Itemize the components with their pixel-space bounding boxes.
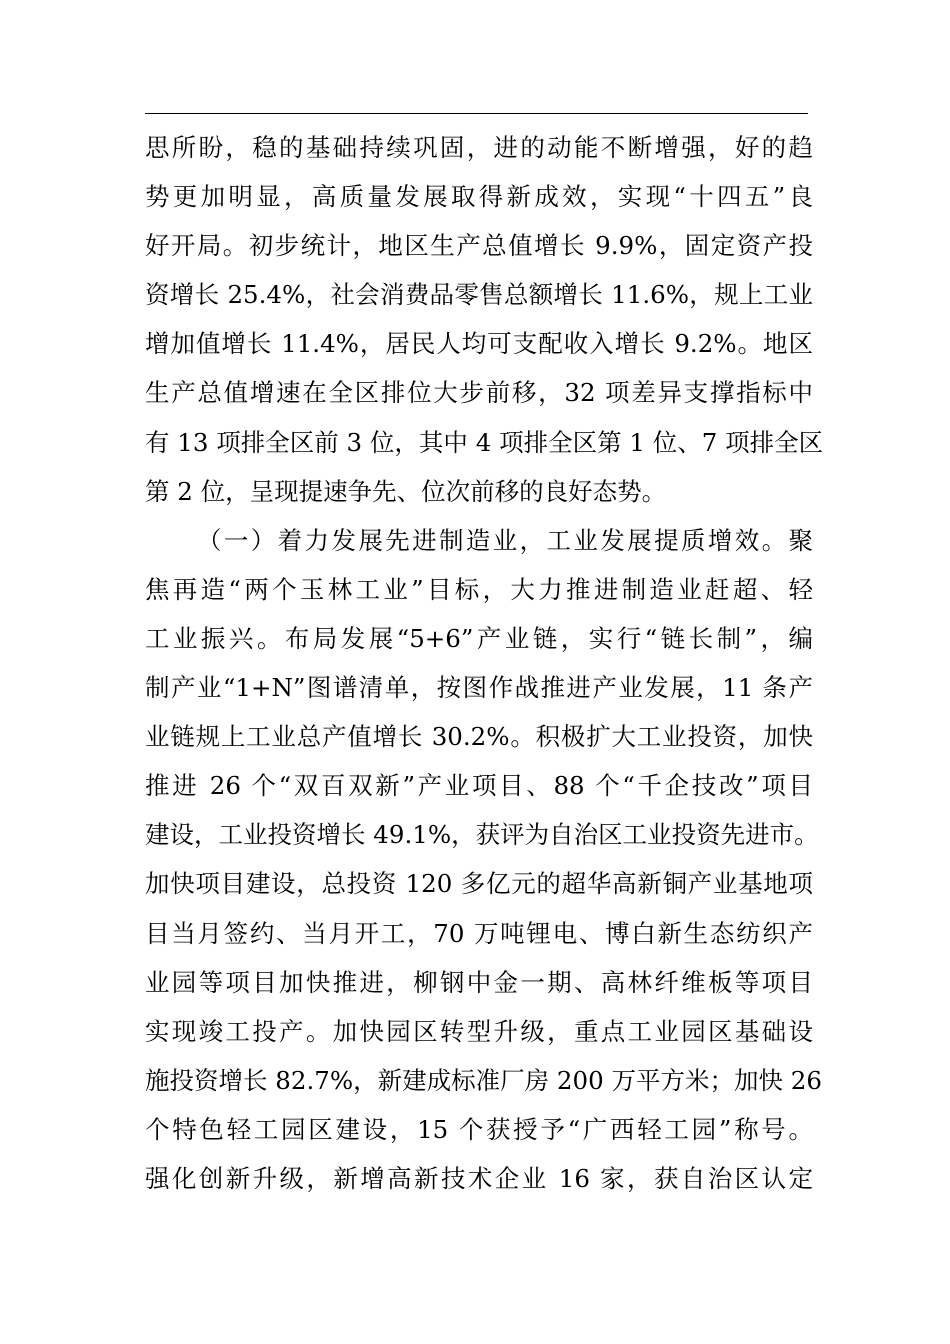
paragraph-2-line-7: 建设，工业投资增长 49.1%，获评为自治区工业投资先进市。 bbox=[145, 820, 819, 850]
paragraph-2-line-4: 制产业“1+N”图谱清单，按图作战推进产业发展，11 条产 bbox=[145, 673, 813, 703]
paragraph-2-line-9: 目当月签约、当月开工，70 万吨锂电、博白新生态纺织产 bbox=[145, 918, 813, 948]
paragraph-1-line-5: 增加值增长 11.4%，居民人均可支配收入增长 9.2%。地区 bbox=[145, 329, 813, 359]
paragraph-1-line-4: 资增长 25.4%，社会消费品零售总额增长 11.6%，规上工业 bbox=[145, 280, 813, 310]
paragraph-2-line-5: 业链规上工业总产值增长 30.2%。积极扩大工业投资，加快 bbox=[145, 722, 813, 752]
header-rule bbox=[145, 113, 808, 114]
paragraph-1-line-7: 有 13 项排全区前 3 位，其中 4 项排全区第 1 位、7 项排全区 bbox=[145, 427, 824, 457]
paragraph-2-line-10: 业园等项目加快推进，柳钢中金一期、高林纤维板等项目 bbox=[145, 967, 813, 997]
paragraph-2-line-12: 施投资增长 82.7%，新建成标准厂房 200 万平方米；加快 26 bbox=[145, 1065, 822, 1095]
paragraph-2-line-2: 焦再造“两个玉林工业”目标，大力推进制造业赶超、轻 bbox=[145, 574, 813, 604]
paragraph-2-line-11: 实现竣工投产。加快园区转型升级，重点工业园区基础设 bbox=[145, 1016, 813, 1046]
paragraph-2-line-14: 强化创新升级，新增高新技术企业 16 家，获自治区认定 bbox=[145, 1163, 813, 1193]
paragraph-2-line-3: 工业振兴。布局发展“5+6”产业链，实行“链长制”，编 bbox=[145, 623, 813, 653]
paragraph-2-line-1: （一）着力发展先进制造业，工业发展提质增效。聚 bbox=[197, 525, 813, 555]
paragraph-1-line-2: 势更加明显，高质量发展取得新成效，实现“十四五”良 bbox=[145, 182, 813, 212]
paragraph-2-line-13: 个特色轻工园区建设，15 个获授予“广西轻工园”称号。 bbox=[145, 1114, 813, 1144]
document-body bbox=[145, 123, 824, 1203]
paragraph-1-line-8: 第 2 位，呈现提速争先、位次前移的良好态势。 bbox=[145, 476, 667, 506]
paragraph-2-line-8: 加快项目建设，总投资 120 多亿元的超华高新铜产业基地项 bbox=[145, 869, 813, 899]
paragraph-1-line-1: 思所盼，稳的基础持续巩固，进的动能不断增强，好的趋 bbox=[145, 133, 813, 162]
paragraph-1-line-3: 好开局。初步统计，地区生产总值增长 9.9%，固定资产投 bbox=[145, 231, 813, 261]
paragraph-1-line-6: 生产总值增速在全区排位大步前移，32 项差异支撑指标中 bbox=[145, 378, 813, 408]
paragraph-2-line-6: 推进 26 个“双百双新”产业项目、88 个“千企技改”项目 bbox=[145, 771, 813, 801]
